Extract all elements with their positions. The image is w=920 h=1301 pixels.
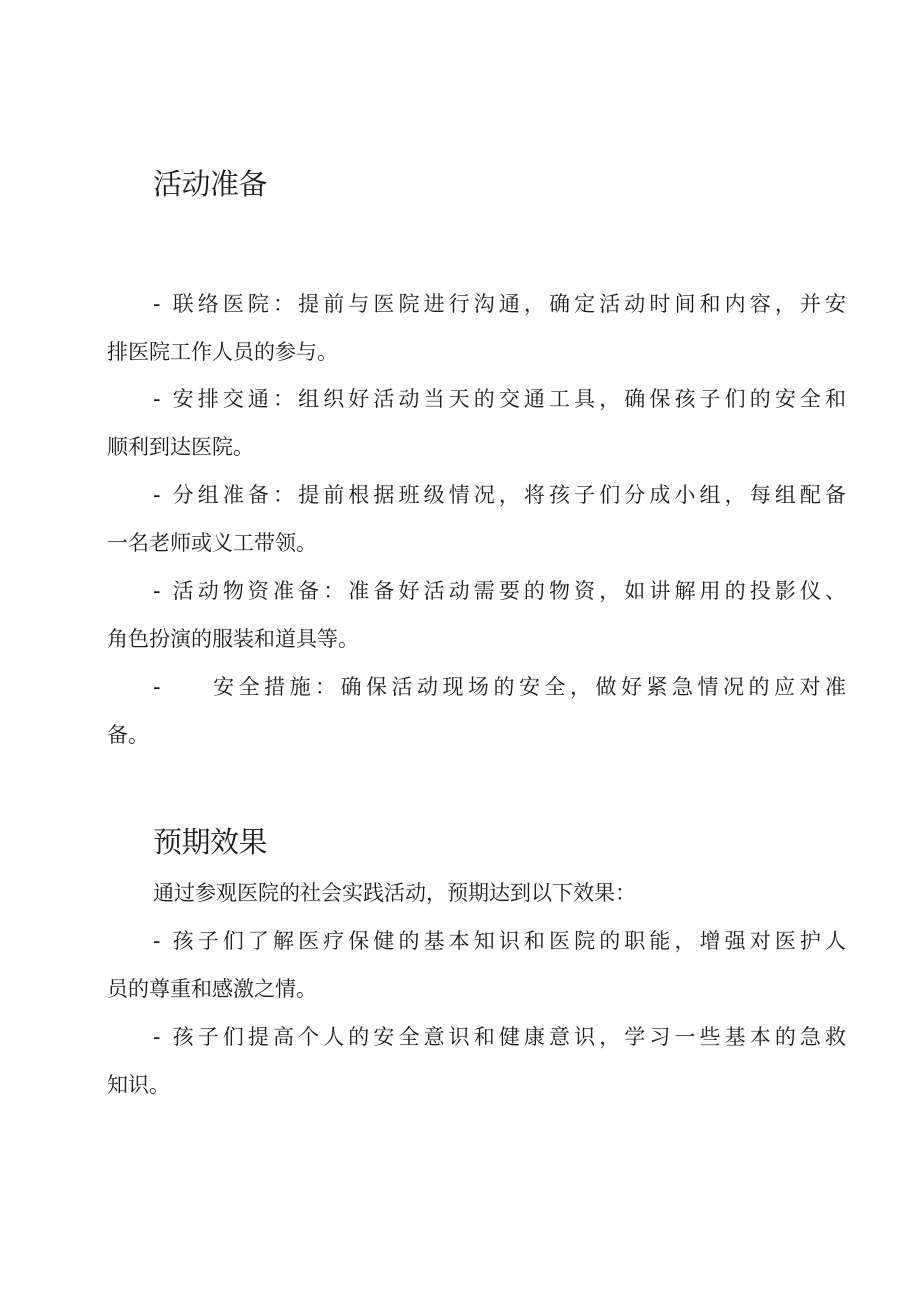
effect-item-safety-awareness [0, 1013, 920, 1109]
item-text-line1: 联络医院：提前与医院进行沟通，确定活动时间和内容，并安 [168, 292, 846, 316]
item-text-line2: 角色扮演的服装和道具等。 [107, 627, 359, 651]
section-heading-expected-effect: 预期效果 [153, 825, 268, 859]
prep-item-safety [0, 663, 920, 759]
prep-item-transport [0, 375, 920, 471]
effect-intro [0, 869, 920, 917]
bullet-dash: - [153, 1025, 161, 1049]
prep-item-grouping [0, 471, 920, 567]
item-text-line1: 活动物资准备：准备好活动需要的物资，如讲解用的投影仪、 [168, 579, 846, 603]
item-text-line1: 孩子们提高个人的安全意识和健康意识，学习一些基本的急救 [168, 1025, 846, 1049]
item-text-line1: 分组准备：提前根据班级情况，将孩子们分成小组，每组配备 [168, 483, 846, 507]
effect-item-knowledge [0, 917, 920, 1013]
item-text-line2: 员的尊重和感激之情。 [107, 977, 317, 1001]
section-heading-preparation: 活动准备 [153, 167, 268, 201]
bullet-dash: - [153, 929, 161, 953]
item-text-line1: 孩子们了解医疗保健的基本知识和医院的职能，增强对医护人 [168, 929, 846, 953]
item-text-line2: 顺利到达医院。 [107, 435, 254, 459]
bullet-dash: - [153, 579, 161, 603]
bullet-dash: - [153, 292, 161, 316]
intro-text: 通过参观医院的社会实践活动，预期达到以下效果： [153, 881, 636, 905]
prep-item-contact-hospital [0, 280, 920, 376]
bullet-dash: - [153, 483, 161, 507]
bullet-dash: - [153, 387, 161, 411]
item-text-line2: 一名老师或义工带领。 [107, 531, 317, 555]
item-text-line2: 排医院工作人员的参与。 [107, 340, 338, 364]
item-text-line1: 安排交通：组织好活动当天的交通工具，确保孩子们的安全和 [168, 387, 846, 411]
item-text-line2: 知识。 [107, 1073, 170, 1097]
prep-item-supplies [0, 567, 920, 663]
item-text-line2: 备。 [107, 723, 149, 747]
item-text-line1: 安全措施：确保活动现场的安全，做好紧急情况的应对准 [208, 675, 846, 699]
bullet-dash: - [153, 675, 161, 699]
